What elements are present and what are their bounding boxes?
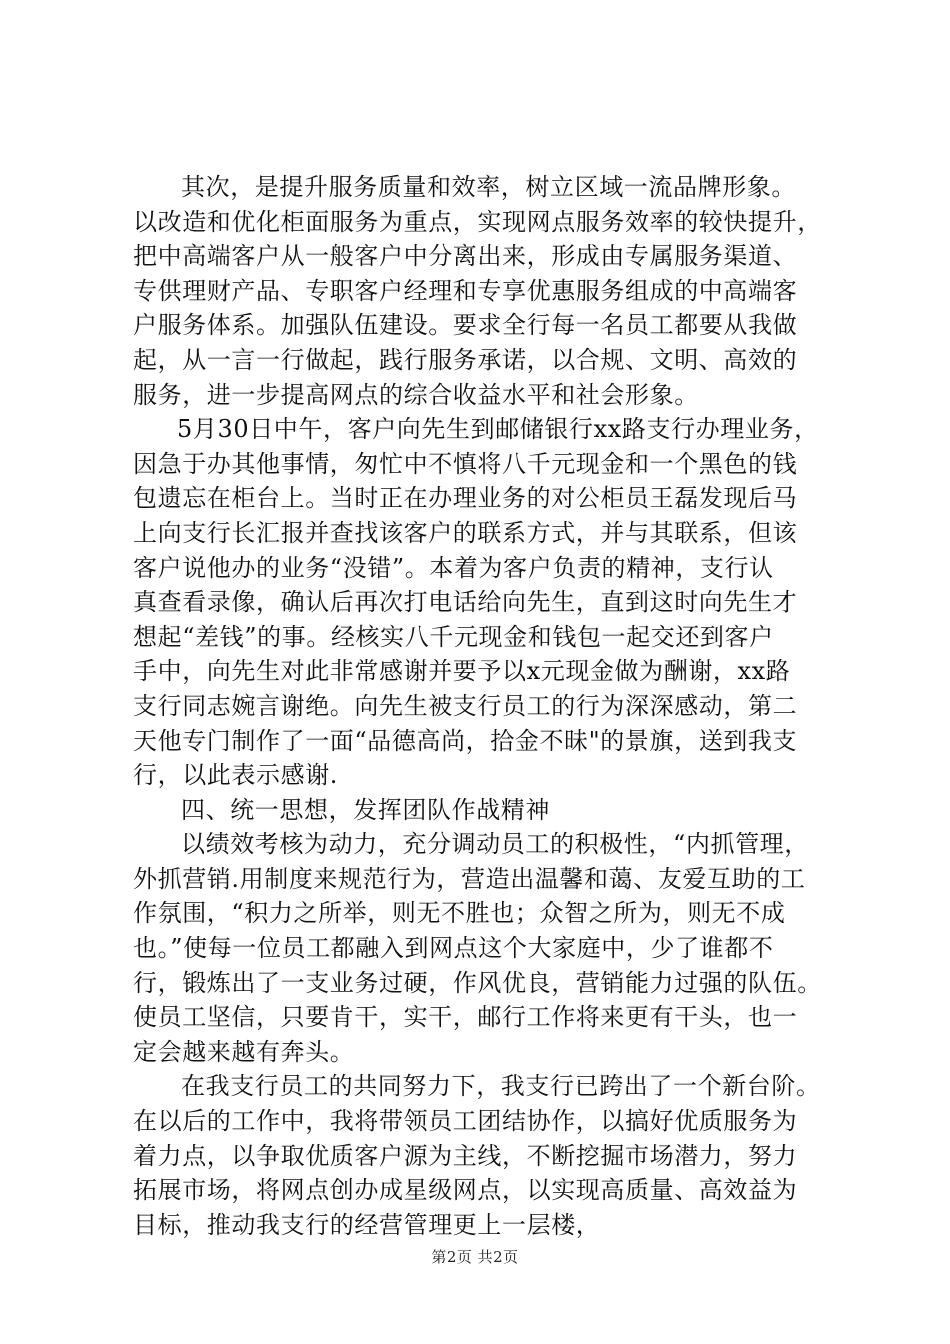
paragraph-line: 行，锻炼出了一支业务过硬，作风优良，营销能力过强的队伍。	[133, 968, 822, 997]
paragraph-line: 5月30日中午，客户向先生到邮储银行xx路支行办理业务，	[177, 415, 819, 444]
paragraph-line: 起，从一言一行做起，践行服务承诺，以合规、文明、高效的	[133, 345, 798, 374]
paragraph-line: 拓展市场，将网点创办成星级网点，以实现高质量、高效益为	[133, 1176, 798, 1205]
paragraph-line: 客户说他办的业务“没错”。本着为客户负责的精神，支行认	[133, 553, 774, 582]
paragraph-line: 定会越来越有奔头。	[133, 1037, 355, 1066]
paragraph-line: 作氛围，“积力之所举，则无不胜也；众智之所为，则无不成	[133, 899, 786, 928]
paragraph-line: 专供理财产品、专职客户经理和专享优惠服务组成的中高端客	[133, 276, 798, 305]
paragraph-line: 手中，向先生对此非常感谢并要予以x元现金做为酬谢，xx路	[133, 657, 791, 686]
paragraph-line: 包遗忘在柜台上。当时正在办理业务的对公柜员王磊发现后马	[133, 484, 798, 513]
paragraph-line: 因急于办其他事情，匆忙中不慎将八千元现金和一个黑色的钱	[133, 449, 798, 478]
paragraph-line: 以改造和优化柜面服务为重点，实现网点服务效率的较快提升，	[133, 207, 822, 236]
paragraph-line: 支行同志婉言谢绝。向先生被支行员工的行为深深感动，第二	[133, 691, 798, 720]
paragraph-line: 也。”使每一位员工都融入到网点这个大家庭中，少了谁都不	[133, 934, 774, 963]
paragraph-line: 以绩效考核为动力，充分调动员工的积极性，“内抓管理，	[181, 830, 809, 859]
paragraph-line: 天他专门制作了一面“品德高尚，拾金不昧"的景旗，送到我支	[133, 726, 798, 755]
paragraph-line: 在我支行员工的共同努力下，我支行已跨出了一个新台阶。	[181, 1072, 821, 1101]
paragraph-line: 外抓营销.用制度来规范行为，营造出温馨和蔼、友爱互助的工	[133, 864, 806, 893]
page-number-footer: 第2页 共2页	[431, 1248, 519, 1266]
paragraph-line: 户服务体系。加强队伍建设。要求全行每一名员工都要从我做	[133, 311, 798, 340]
paragraph-line: 行，以此表示感谢.	[133, 761, 339, 790]
paragraph-line: 想起“差钱”的事。经核实八千元现金和钱包一起交还到客户	[133, 622, 774, 651]
paragraph-line: 目标，推动我支行的经营管理更上一层楼，	[133, 1210, 601, 1239]
paragraph-line: 把中高端客户从一般客户中分离出来，形成由专属服务渠道、	[133, 242, 798, 271]
paragraph-line: 着力点，以争取优质客户源为主线，不断挖掘市场潜力，努力	[133, 1141, 798, 1170]
paragraph-line: 真查看录像，确认后再次打电话给向先生，直到这时向先生才	[133, 588, 798, 617]
paragraph-line: 其次，是提升服务质量和效率，树立区域一流品牌形象。	[181, 173, 796, 201]
paragraph-line: 使员工坚信，只要肯干，实干，邮行工作将来更有干头，也一	[133, 1003, 798, 1032]
paragraph-line: 服务，进一步提高网点的综合收益水平和社会形象。	[133, 380, 699, 409]
paragraph-line: 在以后的工作中，我将带领员工团结协作，以搞好优质服务为	[133, 1107, 798, 1136]
section-heading: 四、统一思想，发挥团队作战精神	[181, 795, 550, 824]
document-body	[133, 170, 833, 1242]
paragraph-line: 上向支行长汇报并查找该客户的联系方式，并与其联系，但该	[133, 518, 798, 547]
